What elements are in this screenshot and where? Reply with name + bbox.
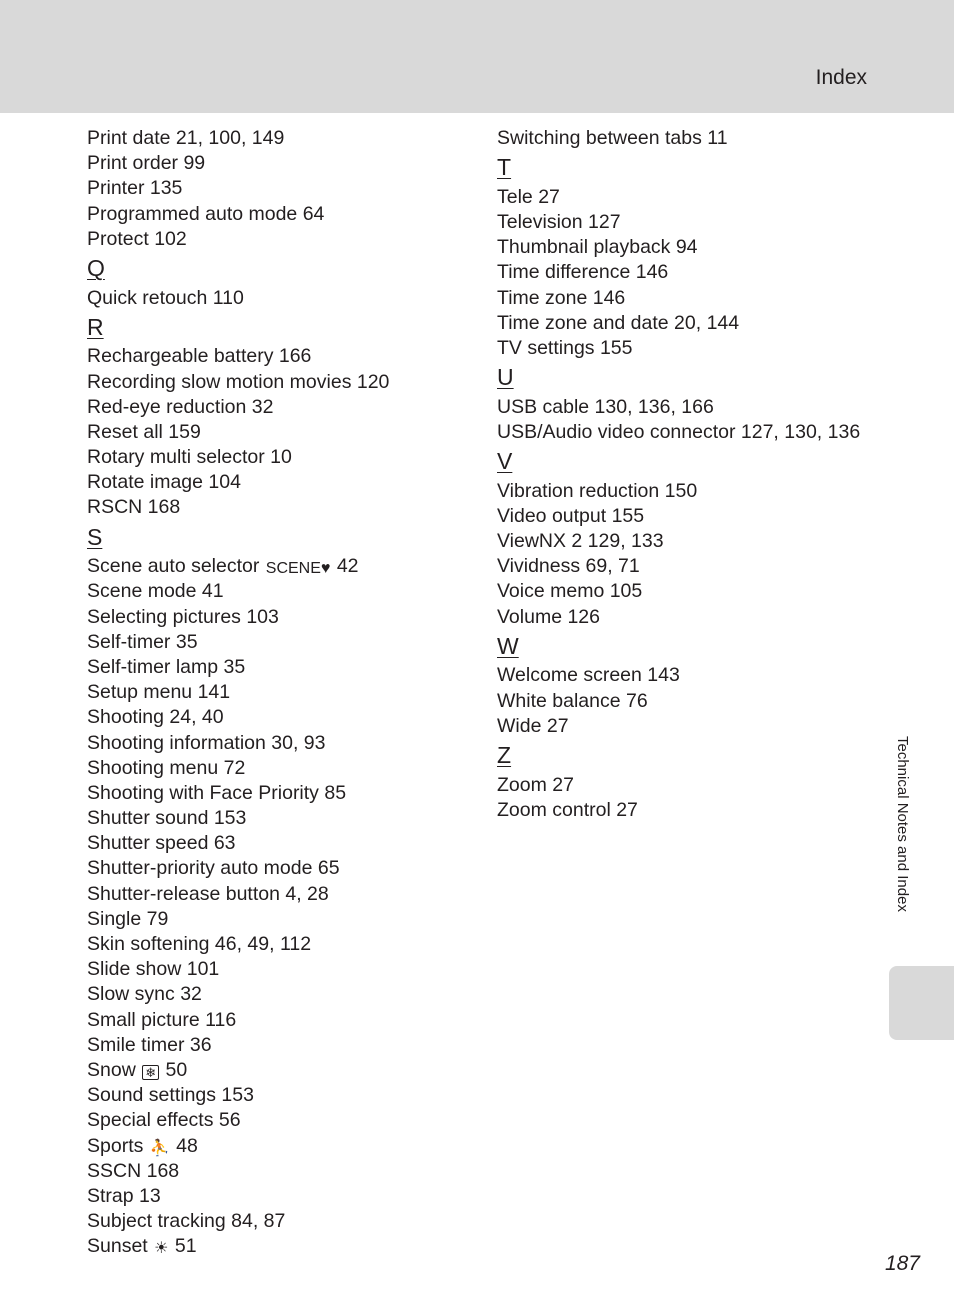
index-entry: Slow sync 32 — [87, 983, 202, 1006]
index-entry — [87, 554, 477, 579]
index-entry: Subject tracking 84, 87 — [87, 1210, 286, 1233]
index-section-letter: U — [497, 364, 514, 391]
index-entry-term: Sunset — [87, 1235, 148, 1258]
index-entry: Print date 21, 100, 149 — [87, 127, 285, 149]
index-entry: Reset all 159 — [87, 420, 201, 443]
index-section-letter: W — [497, 632, 519, 659]
snow-mode-icon: ❄ — [142, 1065, 159, 1080]
index-entry: Zoom 27 — [497, 773, 574, 796]
index-entry: Rechargeable battery 166 — [87, 345, 312, 368]
index-entry-term: Sports — [87, 1134, 144, 1157]
index-entry: Programmed auto mode 64 — [87, 202, 325, 225]
index-entry: Wide 27 — [497, 714, 569, 737]
index-entry: Time zone 146 — [497, 286, 626, 309]
index-entry: Shutter sound 153 — [87, 807, 247, 830]
index-section-letter: R — [87, 313, 104, 340]
index-entry: Protect 102 — [87, 227, 187, 250]
index-entry — [87, 1234, 477, 1259]
index-section-letter: Z — [497, 741, 512, 768]
index-section-letter: T — [497, 154, 512, 181]
index-entry: Tele 27 — [497, 185, 560, 208]
index-entry: Recording slow motion movies 120 — [87, 370, 390, 393]
index-column-left — [87, 126, 477, 1259]
index-entry: Printer 135 — [87, 177, 183, 200]
index-entry: Time zone and date 20, 144 — [497, 311, 740, 334]
index-entry: White balance 76 — [497, 689, 648, 712]
scene-auto-selector-icon: SCENE♥ — [265, 560, 331, 578]
index-entry: Rotary multi selector 10 — [87, 446, 292, 469]
index-section-letter: V — [497, 448, 513, 475]
index-entry: Single 79 — [87, 907, 169, 930]
index-entry: Selecting pictures 103 — [87, 605, 279, 628]
index-entry: Rotate image 104 — [87, 471, 241, 494]
index-entry: ViewNX 2 129, 133 — [497, 530, 664, 553]
index-entry: Shutter speed 63 — [87, 832, 236, 855]
index-entry: Volume 126 — [497, 605, 600, 628]
index-entry: Zoom control 27 — [497, 798, 638, 821]
index-entry: USB cable 130, 136, 166 — [497, 395, 714, 418]
index-entry: Vibration reduction 150 — [497, 479, 698, 502]
index-entry: RSCN 168 — [87, 496, 181, 519]
sunset-mode-icon: ☀ — [154, 1240, 169, 1258]
index-entry: Self-timer lamp 35 — [87, 655, 246, 678]
index-entry: Quick retouch 110 — [87, 286, 244, 309]
index-entry: SSCN 168 — [87, 1159, 180, 1182]
index-entry-term: Scene auto selector — [87, 555, 260, 578]
index-entry: Time difference 146 — [497, 261, 669, 284]
index-entry: Video output 155 — [497, 504, 645, 527]
index-entry: TV settings 155 — [497, 336, 633, 359]
index-entry-page: 51 — [174, 1235, 197, 1258]
index-entry: Television 127 — [497, 210, 621, 233]
index-entry: Scene mode 41 — [87, 580, 224, 603]
index-entry-term: Snow — [87, 1058, 136, 1081]
index-entry: Special effects 56 — [87, 1109, 241, 1132]
index-entry — [87, 1058, 477, 1083]
index-column-right — [497, 126, 887, 823]
index-entry: Self-timer 35 — [87, 630, 198, 653]
index-entry-page: 50 — [165, 1058, 188, 1081]
index-entry: USB/Audio video connector 127, 130, 136 — [497, 420, 861, 443]
index-entry: Thumbnail playback 94 — [497, 236, 698, 259]
index-entry: Shutter-priority auto mode 65 — [87, 857, 340, 880]
index-entry: Welcome screen 143 — [497, 664, 680, 687]
index-entry: Shooting information 30, 93 — [87, 731, 326, 754]
index-entry: Sound settings 153 — [87, 1084, 254, 1107]
index-entry: Shutter-release button 4, 28 — [87, 882, 329, 905]
index-entry: Red-eye reduction 32 — [87, 395, 274, 418]
index-entry: Shooting menu 72 — [87, 756, 246, 779]
sports-mode-icon: ⛹ — [149, 1139, 170, 1157]
index-entry: Vividness 69, 71 — [497, 555, 640, 578]
index-entry — [87, 1134, 477, 1159]
index-entry: Slide show 101 — [87, 958, 220, 981]
index-entry: Voice memo 105 — [497, 580, 643, 603]
index-entry: Switching between tabs 11 — [497, 127, 728, 149]
chapter-side-label: Technical Notes and Index — [894, 736, 911, 912]
index-entry: Strap 13 — [87, 1184, 161, 1207]
page-header-title: Index — [815, 66, 867, 89]
header-band — [0, 0, 954, 113]
index-entry-page: 48 — [176, 1134, 198, 1157]
index-entry: Smile timer 36 — [87, 1033, 212, 1056]
index-entry: Shooting 24, 40 — [87, 706, 224, 729]
index-entry: Skin softening 46, 49, 112 — [87, 933, 312, 956]
index-entry: Small picture 116 — [87, 1008, 237, 1031]
index-section-letter: Q — [87, 254, 105, 281]
index-entry: Shooting with Face Priority 85 — [87, 781, 347, 804]
index-section-letter: S — [87, 523, 103, 550]
index-entry: Print order 99 — [87, 152, 206, 175]
index-entry: Setup menu 141 — [87, 681, 231, 704]
page-number: 187 — [884, 1252, 920, 1275]
chapter-thumb-tab — [889, 966, 954, 1040]
index-entry-page: 42 — [336, 555, 359, 578]
